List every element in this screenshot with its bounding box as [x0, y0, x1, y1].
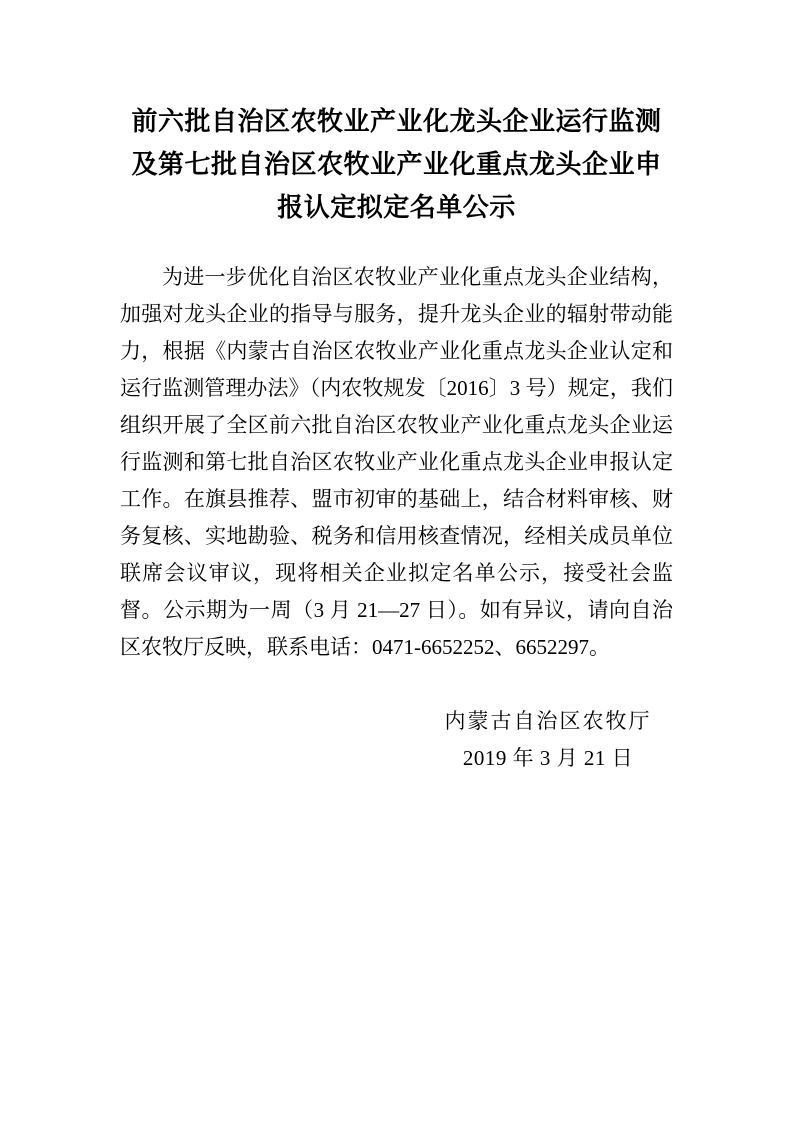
document-title: 前六批自治区农牧业产业化龙头企业运行监测及第七批自治区农牧业产业化重点龙头企业申报认定拟定名单公示: [131, 106, 662, 222]
body-paragraph: 为进一步优化自治区农牧业产业化重点龙头企业结构，加强对龙头企业的指导与服务，提升龙头企业的辐射带动能力，根据《内蒙古自治区农牧业产业化重点龙头企业认定和运行监测管理办法》（内农牧规发〔2016〕3 号）规定，我们组织开展了全区前六批自治区农牧业产业化重点龙头企业运行监测和第七批自治区农牧业产业化重点龙头企业申报认定工作。在旗县推荐、盟市初审的基础上，结合材料审核、财务复核、实地勘验、税务和信用核查情况，经相关成员单位联席会议审议，现将相关企业拟定名单公示，接受社会监督。公示期为一周（3 月 21—27 日）。如有异议，请向自治区农牧厅反映，联系电话：0471-6652252、6652297。: [120, 265, 673, 659]
signature-date: 2019 年 3 月 21 日: [462, 746, 634, 770]
signature-block: [423, 703, 673, 777]
signature-organization: 内蒙古自治区农牧厅: [444, 709, 652, 733]
